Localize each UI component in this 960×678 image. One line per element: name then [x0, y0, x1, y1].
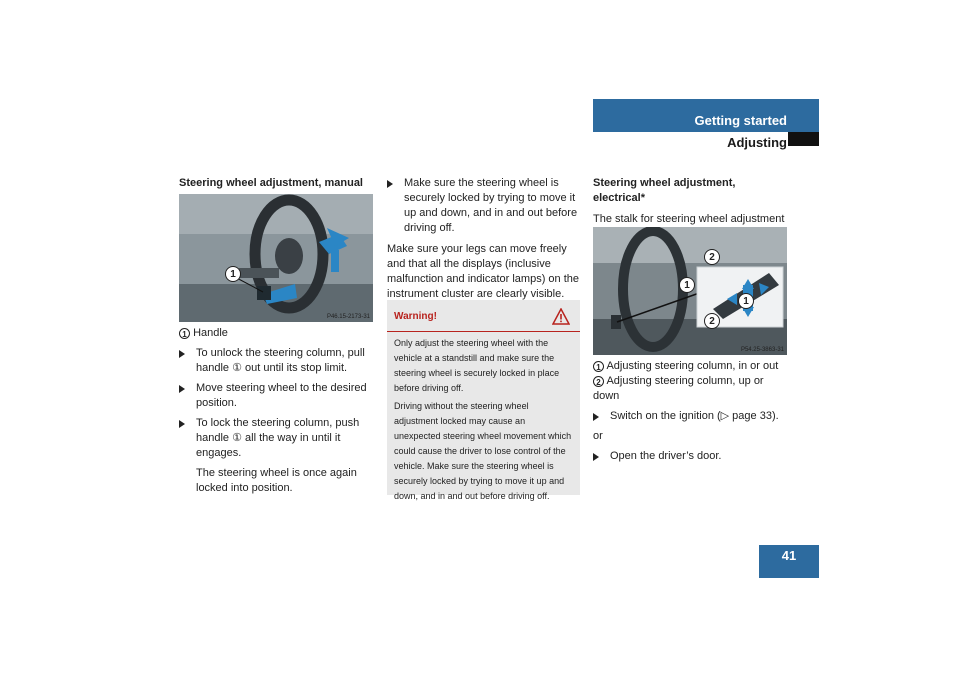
photo-callout-1-left: 1: [679, 277, 695, 293]
header-marker: [788, 132, 819, 146]
bullet-arrow-icon: [179, 350, 185, 358]
bullet-arrow-icon: [179, 420, 185, 428]
photo-reference: P46.15-2173-31: [326, 314, 370, 320]
legend-2: [593, 374, 788, 404]
safety-step-text: Make sure the steering wheel is securely locked by trying to move it up and down, and in and out before driving off.: [404, 177, 578, 234]
electrical-title: Steering wheel adjustment, electrical*: [593, 177, 736, 204]
photo-reference: P54.25-3863-31: [740, 347, 784, 353]
manual-step-move: [179, 381, 374, 411]
bullet-arrow-icon: [179, 385, 185, 393]
photo-callout-1-right: 1: [738, 293, 754, 309]
safety-paragraph: Make sure your legs can move freely and that all the displays (inclusive malfunction and indicator lamps) on the instrument cluster are clearly visible.: [387, 243, 579, 300]
column-manual: [179, 176, 374, 191]
page-number: 41: [759, 545, 819, 578]
electrical-instructions: [593, 359, 788, 464]
manual-step-3-text: To lock the steering column, push handle ① all the way in until it engages.: [196, 417, 360, 459]
legend-1: [593, 359, 788, 374]
manual-step-2-text: Move steering wheel to the desired position.: [196, 382, 367, 409]
section-title: Getting started: [694, 113, 787, 128]
electrical-step-ignition: [593, 409, 788, 424]
electrical-step-door: [593, 449, 788, 464]
photo-callout-2-bottom: 2: [704, 313, 720, 329]
photo-callout-1: 1: [225, 266, 241, 282]
bullet-arrow-icon: [593, 413, 599, 421]
warning-box: [387, 300, 580, 501]
safety-step: [387, 176, 580, 236]
subsection-title: Adjusting: [727, 135, 787, 150]
handle-legend: [179, 326, 374, 341]
manual-note: The steering wheel is once again locked into position.: [196, 467, 357, 494]
electrical-step-2-text: Open the driver’s door.: [610, 450, 722, 462]
photo-callout-2-top: 2: [704, 249, 720, 265]
manual-step-lock: [179, 416, 374, 461]
bullet-arrow-icon: [593, 453, 599, 461]
warning-title: Warning!: [394, 311, 437, 322]
warning-text: [394, 336, 574, 507]
warning-divider: [387, 331, 580, 332]
section-header: [593, 99, 819, 150]
callout-1-badge: 1: [593, 361, 604, 372]
bullet-arrow-icon: [387, 180, 393, 188]
or-text: or: [593, 430, 603, 442]
electrical-steering-photo: [593, 227, 787, 355]
handle-legend-text: Handle: [193, 327, 228, 339]
manual-step-1-text: To unlock the steering column, pull handle ① out until its stop limit.: [196, 347, 365, 374]
manual-title: Steering wheel adjustment, manual: [179, 177, 363, 189]
electrical-intro: The stalk for steering wheel adjustment: [593, 213, 785, 225]
warning-paragraph-1: Only adjust the steering wheel with the vehicle at a standstill and make sure the steering wheel is securely locked in place before driving off.: [394, 338, 560, 393]
legend-2-text: Adjusting steering column, up or down: [593, 375, 764, 402]
callout-1-badge: 1: [179, 328, 190, 339]
column-safety: [387, 176, 580, 302]
electrical-step-1-text: Switch on the ignition (▷ page 33).: [610, 410, 779, 422]
manual-instructions: [179, 326, 374, 496]
callout-2-badge: 2: [593, 376, 604, 387]
manual-step-unlock: [179, 346, 374, 376]
manual-steering-photo: [179, 194, 373, 322]
warning-triangle-icon: [552, 308, 570, 325]
warning-paragraph-2: Driving without the steering wheel adjustment locked may cause an unexpected steering wheel movement which could cause the driver to lose control of the vehicle. Make sure the steering wheel is securely locked by trying to move it up and down, and in and out before driving off.: [394, 401, 572, 501]
legend-1-text: Adjusting steering column, in or out: [606, 360, 779, 372]
